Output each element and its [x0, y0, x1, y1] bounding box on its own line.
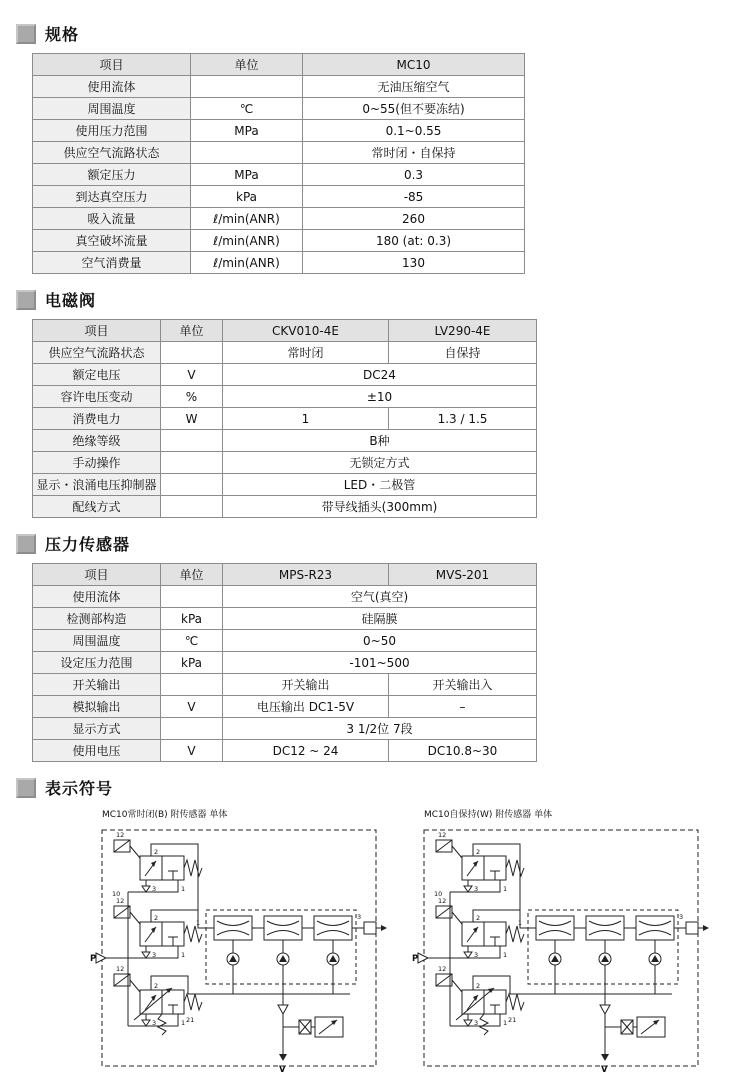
cell-value: [161, 452, 223, 474]
table-row: [33, 408, 537, 430]
table-row: [33, 342, 537, 364]
cell-value: W: [161, 408, 223, 430]
cell-value: 常时闭: [223, 342, 389, 364]
column-header: 单位: [161, 564, 223, 586]
row-label: 额定压力: [33, 164, 191, 186]
section-title: 规格: [45, 25, 80, 44]
cell-value: 180 (at: 0.3): [303, 230, 525, 252]
valve-number: 2: [154, 914, 159, 922]
spec-table-container: [32, 53, 723, 274]
cell-value: B种: [223, 430, 537, 452]
cell-value: ℓ/min(ANR): [191, 230, 303, 252]
row-label: 周围温度: [33, 630, 161, 652]
header-row: [33, 54, 525, 76]
cell-value: ℃: [161, 630, 223, 652]
valve-number: 1: [181, 951, 186, 959]
valve-number: 2: [476, 914, 481, 922]
cell-value: [161, 342, 223, 364]
ejector-stage-symbol: [586, 916, 624, 994]
spec-table: [32, 53, 525, 274]
cell-value: [191, 142, 303, 164]
table-row: [33, 740, 537, 762]
sensor-table-container: [32, 563, 723, 762]
cell-value: LED・二极管: [223, 474, 537, 496]
valve-number: 1: [181, 1019, 186, 1027]
table-row: [33, 186, 525, 208]
cell-value: V: [161, 364, 223, 386]
table-row: [33, 164, 525, 186]
row-label: 使用电压: [33, 740, 161, 762]
cell-value: -101~500: [223, 652, 537, 674]
cell-value: ℓ/min(ANR): [191, 252, 303, 274]
table-row: [33, 608, 537, 630]
cell-value: 常时闭・自保持: [303, 142, 525, 164]
table-row: [33, 630, 537, 652]
valve-number: 10: [112, 890, 121, 898]
row-label: 手动操作: [33, 452, 161, 474]
row-label: 吸入流量: [33, 208, 191, 230]
valve-number: 2: [154, 982, 159, 990]
table-row: [33, 496, 537, 518]
cell-value: V: [161, 696, 223, 718]
diagram-canvas: [88, 822, 388, 1074]
row-label: 设定压力范围: [33, 652, 161, 674]
cell-value: [161, 496, 223, 518]
pneumatic-circuit-diagram: [88, 822, 388, 1074]
row-label: 到达真空压力: [33, 186, 191, 208]
table-row: [33, 208, 525, 230]
valve-number: 3: [474, 885, 479, 893]
section-spec: [16, 22, 723, 274]
table-row: [33, 586, 537, 608]
sensor-table: [32, 563, 537, 762]
valve-number: 12: [116, 831, 125, 839]
cell-value: 电压输出 DC1-5V: [223, 696, 389, 718]
row-label: 空气消费量: [33, 252, 191, 274]
column-header: MC10: [303, 54, 525, 76]
cell-value: ℃: [191, 98, 303, 120]
row-label: 供应空气流路状态: [33, 342, 161, 364]
diagram-title: MC10常时闭(B) 附传感器 单体: [102, 810, 228, 820]
diagram-title: MC10自保持(W) 附传感器 单体: [424, 810, 553, 820]
table-row: [33, 696, 537, 718]
diagram-canvas: [410, 822, 710, 1074]
section-marker-icon: [16, 534, 36, 554]
section-pressure-sensor: [16, 532, 723, 762]
cell-value: kPa: [161, 608, 223, 630]
diagram-normally-closed: [88, 807, 388, 1074]
diagram-self-holding: [410, 807, 710, 1074]
cell-value: kPa: [161, 652, 223, 674]
regulator-spring-symbol: [158, 1014, 166, 1035]
section-title: 表示符号: [45, 779, 114, 798]
valve-number: 2: [476, 848, 481, 856]
cell-value: 0.1~0.55: [303, 120, 525, 142]
solenoid-table: [32, 319, 537, 518]
column-header: 项目: [33, 320, 161, 342]
section-marker-icon: [16, 778, 36, 798]
solenoid-table-container: [32, 319, 723, 518]
valve-number: 3: [474, 1019, 479, 1027]
section-header: [16, 288, 723, 311]
check-valve-symbol: [600, 1005, 610, 1014]
cell-value: DC24: [223, 364, 537, 386]
cell-value: [161, 586, 223, 608]
column-header: 单位: [161, 320, 223, 342]
column-header: MPS-R23: [223, 564, 389, 586]
table-row: [33, 142, 525, 164]
cell-value: 260: [303, 208, 525, 230]
cell-value: 开关输出: [223, 674, 389, 696]
row-label: 显示・浪涌电压抑制器: [33, 474, 161, 496]
outlet-arrow-icon: [703, 925, 709, 931]
valve-number: 2: [476, 982, 481, 990]
vacuum-port-arrow-icon: [279, 1054, 287, 1061]
unit-boundary: [102, 830, 376, 1066]
section-symbols: [16, 776, 723, 1074]
valve-number: 3: [152, 1019, 157, 1027]
row-label: 使用流体: [33, 586, 161, 608]
table-row: [33, 120, 525, 142]
cell-value: MPa: [191, 120, 303, 142]
cell-value: [161, 474, 223, 496]
section-solenoid-valve: [16, 288, 723, 518]
section-marker-icon: [16, 24, 36, 44]
port-label-v: V: [279, 1065, 286, 1074]
table-row: [33, 76, 525, 98]
valve-number: 1: [181, 885, 186, 893]
table-row: [33, 652, 537, 674]
ejector-stage-symbol: [636, 916, 674, 994]
ejector-stage-symbol: [314, 916, 352, 994]
valve-number: 12: [116, 897, 125, 905]
cell-value: V: [161, 740, 223, 762]
section-marker-icon: [16, 290, 36, 310]
row-label: 真空破坏流量: [33, 230, 191, 252]
solenoid-valve-symbol: [436, 897, 524, 959]
table-row: [33, 718, 537, 740]
row-label: 使用压力范围: [33, 120, 191, 142]
ejector-port-number: 3: [679, 913, 684, 921]
port-label-v: V: [601, 1065, 608, 1074]
row-label: 周围温度: [33, 98, 191, 120]
section-header: [16, 776, 723, 799]
valve-number: 12: [438, 965, 447, 973]
valve-number: 3: [152, 951, 157, 959]
header-row: [33, 320, 537, 342]
cell-value: -85: [303, 186, 525, 208]
table-row: [33, 230, 525, 252]
table-row: [33, 252, 525, 274]
outlet-arrow-icon: [381, 925, 387, 931]
outlet-port-symbol: [364, 922, 376, 934]
row-label: 检测部构造: [33, 608, 161, 630]
cell-value: 空气(真空): [223, 586, 537, 608]
row-label: 额定电压: [33, 364, 161, 386]
cell-value: MPa: [191, 164, 303, 186]
cell-value: 带导线插头(300mm): [223, 496, 537, 518]
vacuum-port-arrow-icon: [601, 1054, 609, 1061]
cell-value: [161, 430, 223, 452]
row-label: 消费电力: [33, 408, 161, 430]
header-row: [33, 564, 537, 586]
ejector-port-number: 1: [196, 919, 201, 927]
pneumatic-circuit-diagram: [410, 822, 710, 1074]
cell-value: 开关输出入: [389, 674, 537, 696]
cell-value: –: [389, 696, 537, 718]
valve-number: 2: [154, 848, 159, 856]
cell-value: 0.3: [303, 164, 525, 186]
cell-value: 130: [303, 252, 525, 274]
column-header: MVS-201: [389, 564, 537, 586]
ejector-stage-symbol: [264, 916, 302, 994]
outlet-port-symbol: [686, 922, 698, 934]
column-header: 项目: [33, 54, 191, 76]
row-label: 容许电压变动: [33, 386, 161, 408]
section-header: [16, 22, 723, 45]
column-header: 单位: [191, 54, 303, 76]
cell-value: [161, 674, 223, 696]
valve-number: 3: [152, 885, 157, 893]
cell-value: 无油压缩空气: [303, 76, 525, 98]
valve-number: 12: [438, 831, 447, 839]
valve-number: 12: [116, 965, 125, 973]
ejector-stage-symbol: [214, 916, 252, 994]
check-valve-symbol: [278, 1005, 288, 1014]
diagrams-row: [88, 807, 723, 1074]
cell-value: 0~55(但不要冻结): [303, 98, 525, 120]
port-label-p: P: [90, 954, 97, 964]
cell-value: [191, 76, 303, 98]
section-header: [16, 532, 723, 555]
column-header: CKV010-4E: [223, 320, 389, 342]
solenoid-valve-symbol: [114, 897, 202, 959]
cell-value: 0~50: [223, 630, 537, 652]
unit-boundary: [424, 830, 698, 1066]
solenoid-valve-symbol: [436, 831, 524, 893]
regulator-spring-symbol: [480, 1014, 488, 1035]
ejector-port-number: 1: [518, 919, 523, 927]
valve-number: 21: [508, 1016, 517, 1024]
valve-number: 1: [503, 885, 508, 893]
cell-value: 3 1/2位 7段: [223, 718, 537, 740]
ejector-stage-symbol: [536, 916, 574, 994]
valve-number: 3: [474, 951, 479, 959]
table-row: [33, 364, 537, 386]
table-row: [33, 98, 525, 120]
valve-number: 1: [503, 951, 508, 959]
port-label-p: P: [412, 954, 419, 964]
row-label: 显示方式: [33, 718, 161, 740]
table-row: [33, 452, 537, 474]
column-header: LV290-4E: [389, 320, 537, 342]
cell-value: ℓ/min(ANR): [191, 208, 303, 230]
row-label: 绝缘等级: [33, 430, 161, 452]
row-label: 配线方式: [33, 496, 161, 518]
table-row: [33, 674, 537, 696]
cell-value: 自保持: [389, 342, 537, 364]
cell-value: 1.3 / 1.5: [389, 408, 537, 430]
column-header: 项目: [33, 564, 161, 586]
valve-number: 1: [503, 1019, 508, 1027]
cell-value: DC12 ~ 24: [223, 740, 389, 762]
row-label: 模拟输出: [33, 696, 161, 718]
supply-port-symbol: [418, 953, 428, 963]
row-label: 供应空气流路状态: [33, 142, 191, 164]
cell-value: 无锁定方式: [223, 452, 537, 474]
table-row: [33, 430, 537, 452]
table-row: [33, 386, 537, 408]
cell-value: 硅隔膜: [223, 608, 537, 630]
cell-value: DC10.8~30: [389, 740, 537, 762]
section-title: 压力传感器: [45, 535, 131, 554]
solenoid-valve-symbol: [114, 831, 202, 893]
cell-value: %: [161, 386, 223, 408]
supply-port-symbol: [96, 953, 106, 963]
cell-value: 1: [223, 408, 389, 430]
cell-value: kPa: [191, 186, 303, 208]
ejector-port-number: 3: [357, 913, 362, 921]
valve-number: 21: [186, 1016, 195, 1024]
valve-number: 12: [438, 897, 447, 905]
cell-value: ±10: [223, 386, 537, 408]
valve-number: 10: [434, 890, 443, 898]
table-row: [33, 474, 537, 496]
cell-value: [161, 718, 223, 740]
section-title: 电磁阀: [45, 291, 97, 310]
row-label: 使用流体: [33, 76, 191, 98]
row-label: 开关输出: [33, 674, 161, 696]
